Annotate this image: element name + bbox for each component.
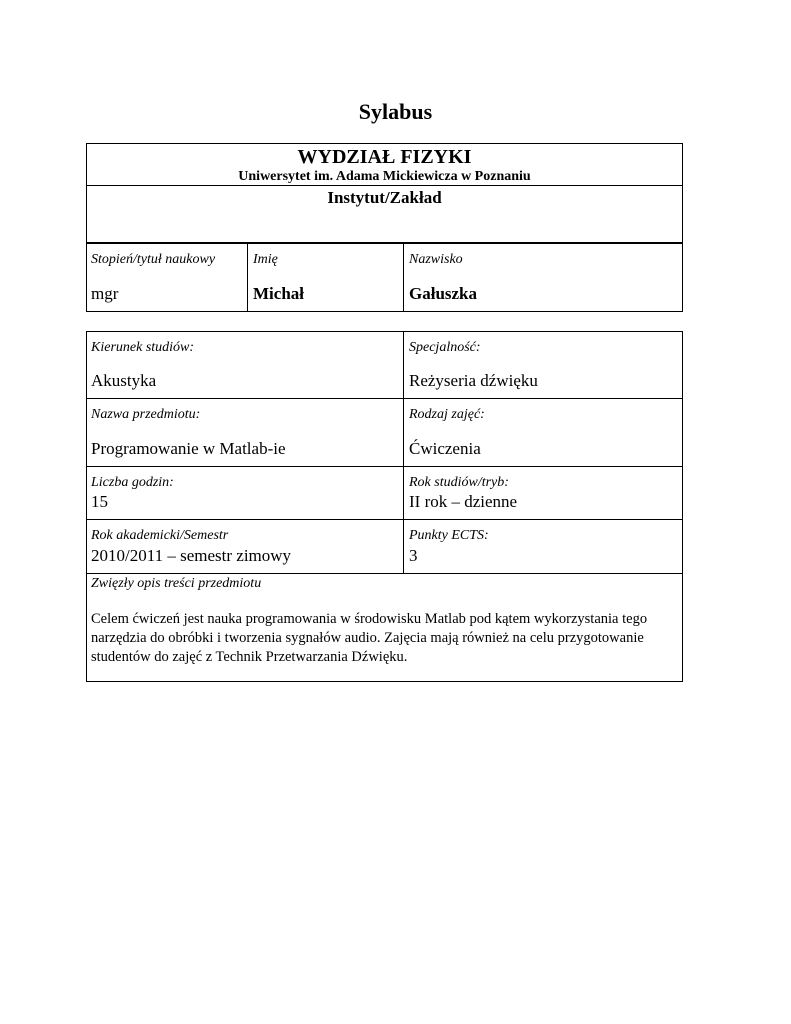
- specialty-value: Reżyseria dźwięku: [409, 371, 538, 390]
- page-title: Sylabus: [358, 99, 433, 124]
- table2-divider-4: [86, 573, 683, 574]
- ects-value: 3: [409, 546, 418, 565]
- academic-year-value: 2010/2011 – semestr zimowy: [91, 546, 292, 565]
- field-of-study-label: Kierunek studiów:: [91, 340, 195, 355]
- field-of-study-value: Akustyka: [91, 371, 157, 390]
- table2-divider-1: [86, 398, 683, 399]
- study-year-value: II rok – dzienne: [409, 492, 518, 511]
- class-type-label: Rodzaj zajęć:: [409, 407, 485, 422]
- table2-col-divider: [403, 331, 404, 574]
- table2-divider-3: [86, 519, 683, 520]
- last-name-label: Nazwisko: [409, 252, 463, 267]
- table2-divider-2: [86, 466, 683, 467]
- last-name-value: Gałuszka: [409, 284, 478, 303]
- table1-divider-2: [86, 242, 683, 244]
- university-name: Uniwersytet im. Adama Mickiewicza w Poznaniu: [238, 169, 531, 184]
- ects-label: Punkty ECTS:: [409, 528, 489, 543]
- description-label: Zwięzły opis treści przedmiotu: [91, 576, 262, 591]
- first-name-label: Imię: [253, 252, 278, 267]
- table1-col-divider-2: [403, 243, 404, 312]
- first-name-value: Michał: [253, 284, 304, 303]
- hours-value: 15: [91, 492, 108, 511]
- degree-value: mgr: [91, 284, 119, 303]
- academic-year-label: Rok akademicki/Semestr: [91, 528, 229, 543]
- table1-col-divider-1: [247, 243, 248, 312]
- subject-name-label: Nazwa przedmiotu:: [91, 407, 201, 422]
- study-year-label: Rok studiów/tryb:: [409, 475, 509, 490]
- subject-name-value: Programowanie w Matlab-ie: [91, 439, 286, 458]
- institute-label: Instytut/Zakład: [327, 188, 442, 207]
- hours-label: Liczba godzin:: [91, 475, 174, 490]
- description-text: Celem ćwiczeń jest nauka programowania w środowisku Matlab pod kątem wykorzystania tego narzędzia do obróbki i tworzenia sygnałów audio. Zajęcia mają również na celu przygotowanie studentów do zajęć z Technik Przetwarzania Dźwięku.: [91, 611, 648, 665]
- table1-divider-1: [86, 185, 683, 186]
- faculty-name: WYDZIAŁ FIZYKI: [297, 146, 472, 168]
- degree-label: Stopień/tytuł naukowy: [91, 252, 216, 267]
- class-type-value: Ćwiczenia: [409, 439, 481, 458]
- specialty-label: Specjalność:: [409, 340, 481, 355]
